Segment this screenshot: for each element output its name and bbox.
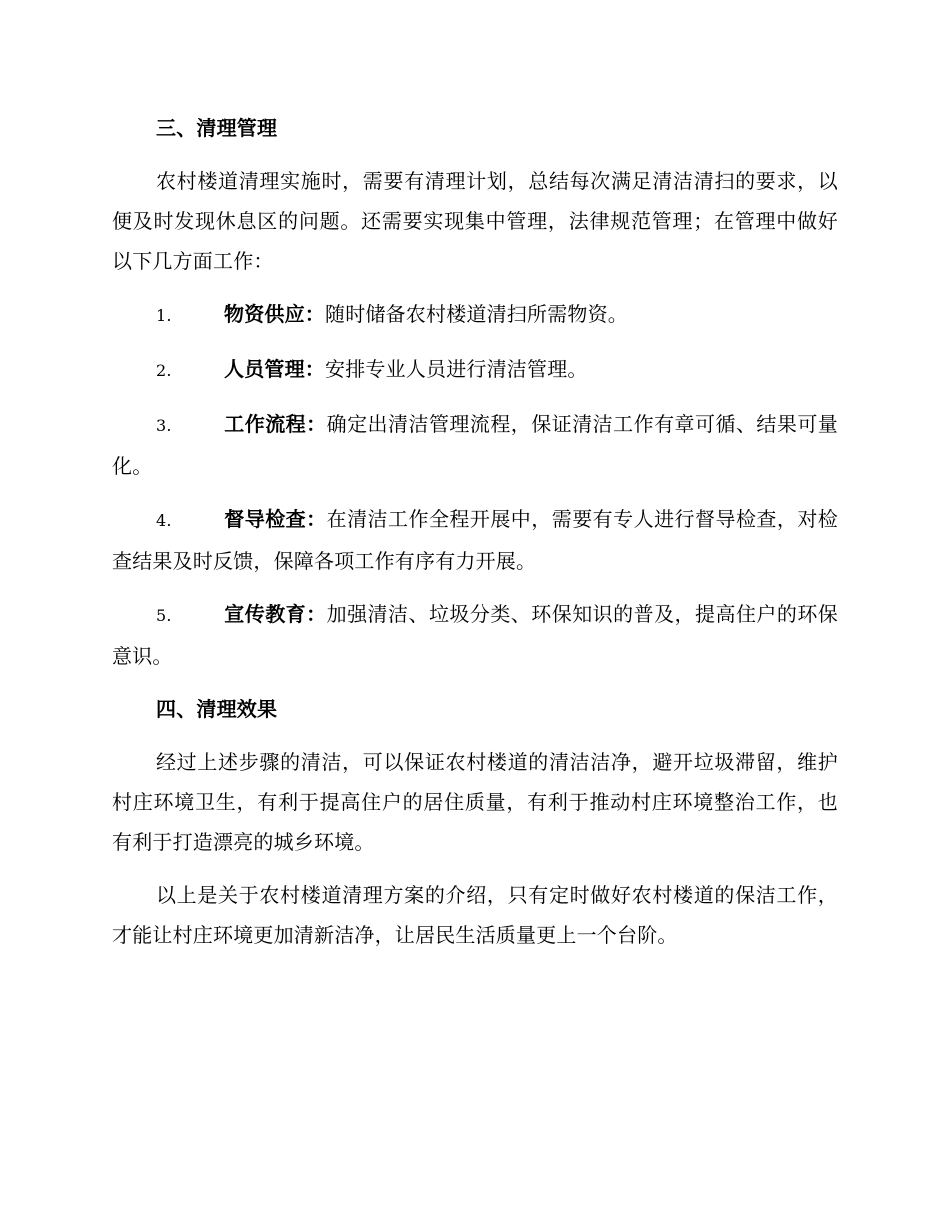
list-item-text: 加强清洁、垃圾分类、环保知识的普及，提高住户的环保意识。 [112,602,839,668]
list-item [112,294,838,336]
list-item-number: 1. [156,306,172,325]
list-item-title: 人员管理： [224,357,325,381]
conclusion-paragraph: 以上是关于农村楼道清理方案的介绍，只有定时做好农村楼道的保洁工作，才能让村庄环境更加清新洁净，让居民生活质量更上一个台阶。 [112,883,838,947]
effect-paragraph: 经过上述步骤的清洁，可以保证农村楼道的清洁洁净，避开垃圾滞留，维护村庄环境卫生，有利于提高住户的居住质量，有利于推动村庄环境整治工作，也有利于打造漂亮的城乡环境。 [112,750,838,854]
list-item [112,499,838,581]
list-item-number: 5. [156,606,172,625]
section-heading-effect: 四、清理效果 [156,697,278,721]
list-item-number: 2. [156,361,172,380]
list-item-title: 物资供应： [224,302,325,326]
list-item-text: 确定出清洁管理流程，保证清洁工作有章可循、结果可量化。 [112,412,839,478]
section-heading-management: 三、清理管理 [156,116,278,140]
list-item [112,404,838,486]
list-item-text: 安排专业人员进行清洁管理。 [325,357,588,381]
list-item-text: 随时储备农村楼道清扫所需物资。 [325,302,628,326]
list-item-text: 在清洁工作全程开展中，需要有专人进行督导检查，对检查结果及时反馈，保障各项工作有序有力开展。 [112,507,839,573]
management-intro-paragraph: 农村楼道清理实施时，需要有清理计划，总结每次满足清洁清扫的要求，以便及时发现休息区的问题。还需要实现集中管理，法律规范管理；在管理中做好以下几方面工作： [112,169,838,273]
list-item-number: 3. [156,416,172,435]
list-item-title: 工作流程： [224,412,327,436]
list-item-number: 4. [156,511,172,530]
list-item [112,594,838,676]
list-item-title: 督导检查： [224,507,327,531]
list-item-title: 宣传教育： [224,602,327,626]
list-item [112,349,838,391]
document-body [112,108,838,968]
